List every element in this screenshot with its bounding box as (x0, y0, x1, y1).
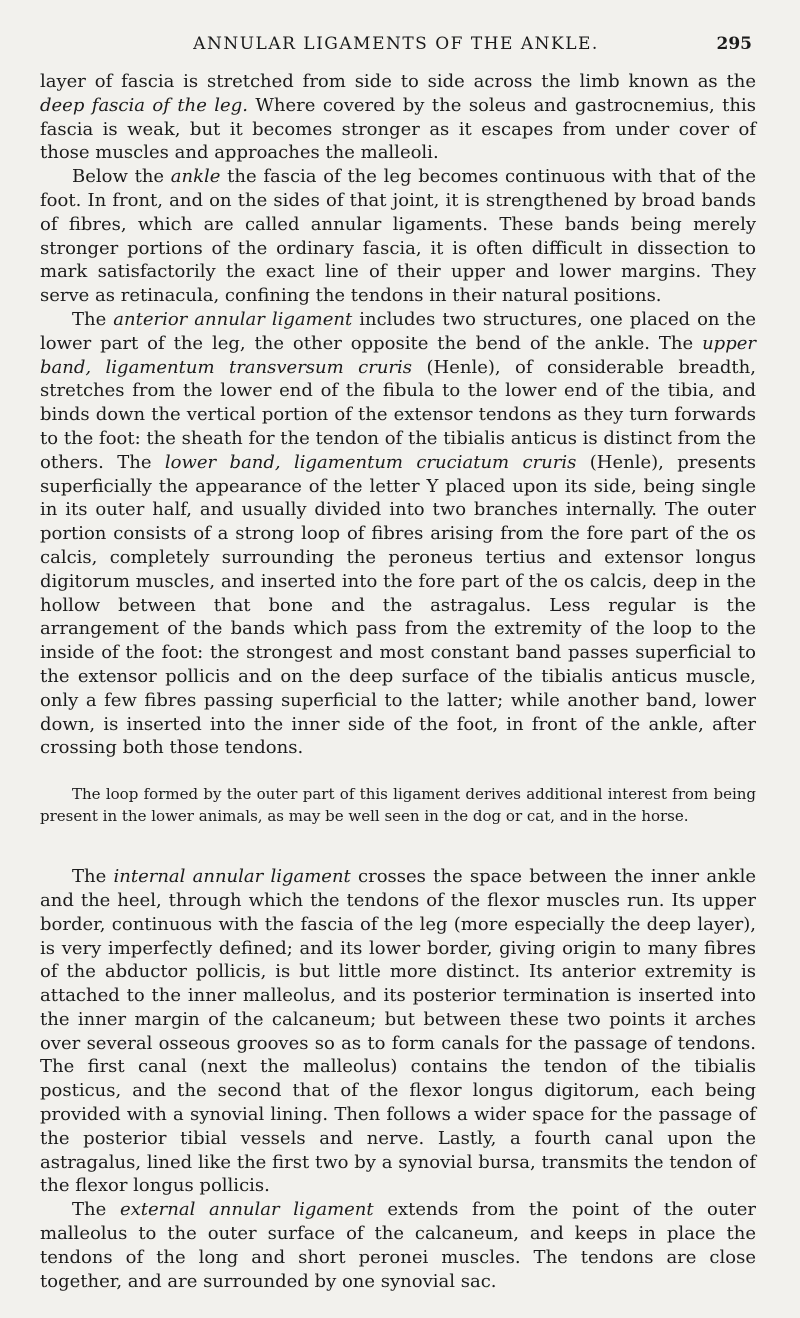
term-internal-annular-ligament: internal annular ligament (113, 866, 351, 888)
term-anterior-annular-ligament: anterior annular ligament (113, 308, 353, 330)
term-deep-fascia: deep fascia of the leg. (40, 94, 248, 116)
page-number: 295 (716, 34, 752, 54)
page-body (40, 70, 756, 1293)
paragraph-deep-fascia: layer of fascia is stretched from side to side across the limb known as the deep fascia of the leg. Where covered by the soleus and gastrocnemius, this fascia is weak, but it becomes stronger as it escapes from under cover of those muscles and approaches the malleoli. (40, 71, 756, 164)
term-ankle: ankle (170, 166, 221, 188)
paragraph-external-annular: The external annular ligament extends from the point of the outer malleolus to the outer surface of the calcaneum, and keeps in place the tendons of the long and short peronei muscles. The tendons are close together, and are surrounded by one synovial sac. (40, 1199, 756, 1292)
paragraph-internal-annular: The internal annular ligament crosses the space between the inner ankle and the heel, through which the tendons of the flexor muscles run. Its upper border, continuous with the fascia of the leg (more especially the deep layer), is very imperfectly defined; and its lower border, giving origin to many fibres of the abductor pollicis, is but little more distinct. Its anterior extremity is attached to the inner malleolus, and its posterior termination is inserted into the inner margin of the calcaneum; but between these two points it arches over several osseous grooves so as to form canals for the passage of tendons. The first canal (next the malleolus) contains the tendon of the tibialis posticus, and the second that of the flexor longus digitorum, each being provided with a synovial lining. Then follows a wider space for the passage of the posterior tibial vessels and nerve. Lastly, a fourth canal upon the astragalus, lined like the first two by a synovial bursa, transmits the tendon of the flexor longus pollicis. (40, 866, 756, 1197)
small-print-note (40, 784, 756, 827)
term-upper-band: upper band, ligamentum transversum cruris (40, 332, 756, 378)
note-text: The loop formed by the outer part of this ligament derives additional interest from being present in the lower animals, as may be well seen in the dog or cat, and in the horse. (40, 785, 756, 825)
term-external-annular-ligament: external annular ligament (119, 1199, 374, 1221)
running-title: ANNULAR LIGAMENTS OF THE ANKLE. (193, 34, 599, 54)
paragraph-anterior-annular: The anterior annular ligament includes two structures, one placed on the lower part of the leg, the other opposite the bend of the ankle. The upper band, ligamentum transversum cruris (Henle), of considerable breadth, stretches from the lower end of the fibula to the lower end of the tibia, and binds down the vertical portion of the extensor tendons as they turn forwards to the foot: the sheath for the tendon of the tibialis anticus is distinct from the others. The lower band, ligamentum cruciatum cruris (Henle), presents superficially the appearance of the letter Y placed upon its side, being single in its outer half, and usually divided into two branches internally. The outer portion consists of a strong loop of fibres arising from the fore part of the os calcis, completely surrounding the peroneus tertius and extensor longus digitorum muscles, and inserted into the fore part of the os calcis, deep in the hollow between that bone and the astragalus. Less regular is the arrangement of the bands which pass from the extremity of the loop to the inside of the foot: the strongest and most constant band passes superficial to the extensor pollicis and on the deep surface of the tibialis anticus muscle, only a few fibres passing superficial to the latter; while another band, lower down, is inserted into the inner side of the foot, in front of the ankle, after crossing both those tendons. (40, 308, 757, 759)
running-header (40, 34, 752, 58)
paragraph-ankle: Below the ankle the fascia of the leg becomes continuous with that of the foot. In front, and on the sides of that joint, it is strengthened by broad bands of fibres, which are called annular ligaments. These bands being merely stronger portions of the ordinary fascia, it is often difficult in dissection to mark satisfactorily the exact line of their upper and lower margins. They serve as retinacula, confining the tendons in their natural positions. (40, 166, 756, 307)
term-lower-band: lower band, ligamentum cruciatum cruris (164, 451, 577, 473)
